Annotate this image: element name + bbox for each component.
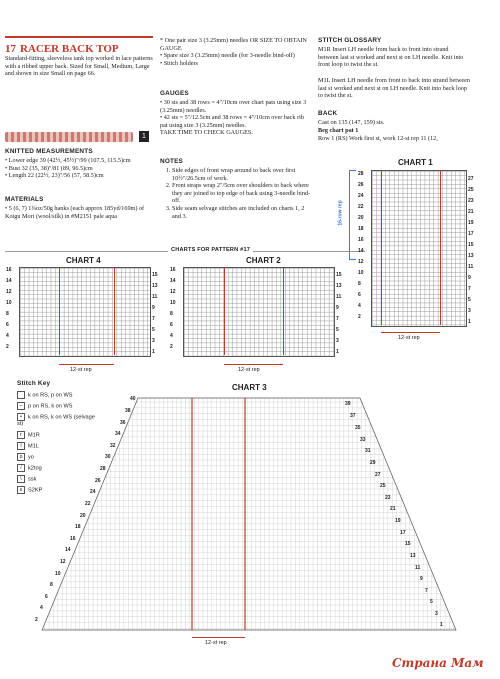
- row-number: 10: [55, 571, 61, 577]
- row-number: 3: [336, 338, 339, 344]
- pattern-name: RACER BACK TOP: [20, 43, 119, 55]
- key-symbol: ∧: [17, 486, 25, 494]
- chart1-rep-bracket: [381, 332, 440, 333]
- photo-strip: [5, 130, 153, 144]
- row-number: 14: [170, 278, 176, 284]
- site-watermark: Страна Мам: [392, 656, 484, 670]
- row-number: 16: [70, 536, 76, 542]
- row-number: 23: [385, 495, 391, 501]
- list-item: 1. Side edges of front wrap around to back over first 10½"/26.5cm of work.: [172, 167, 312, 182]
- row-number: 4: [6, 333, 9, 339]
- key-label: M1L: [28, 443, 39, 450]
- row-number: 6: [45, 594, 48, 600]
- key-symbol: o: [17, 453, 25, 461]
- chart3-rep-label: 12-st rep: [205, 640, 227, 646]
- title-bar: [5, 36, 153, 38]
- row-number: 6: [6, 322, 9, 328]
- row-number: 11: [468, 264, 474, 270]
- row-number: 13: [468, 253, 474, 259]
- list-item: 2. Front straps wrap 2"/5cm over shoulders to back where they are joined to top edge of back using 3-needle bind-off.: [172, 182, 312, 205]
- back-cast-on: Cast on 135 (147, 159) sts.: [318, 119, 385, 126]
- row-number: 19: [395, 518, 401, 524]
- row-number: 38: [125, 408, 131, 414]
- chart4-rep-line-right: [114, 267, 115, 355]
- decorative-cable-image: [5, 132, 133, 142]
- row-number: 18: [75, 524, 81, 530]
- row-number: 35: [355, 425, 361, 431]
- row-number: 3: [152, 338, 155, 344]
- row-number: 10: [358, 270, 364, 276]
- row-number: 12: [6, 289, 12, 295]
- chart4-title: CHART 4: [66, 256, 101, 265]
- key-label: yo: [28, 454, 34, 461]
- key-label: k on RS, k on WS (selvage st): [17, 414, 95, 427]
- row-number: 1: [152, 349, 155, 355]
- key-label: S2KP: [28, 487, 43, 494]
- list-item: 3. Side seam selvage stitches are included on charts 1, 2 and 3.: [172, 205, 312, 220]
- key-label: k on RS, p on WS: [28, 392, 73, 399]
- list-item: • Bust 32 (35, 38)"/81 (89, 96.5)cm: [5, 164, 93, 172]
- row-number: 27: [375, 472, 381, 478]
- chart1-rep-label: 12-st rep: [398, 335, 420, 341]
- gauges-heading: GAUGES: [160, 90, 189, 97]
- list-item: • 5 (6, 7) 1¾oz/50g hanks (each approx 185yd/169m) of Koigu Mori (wool/silk) in #M2151 pale aqua: [5, 205, 145, 220]
- pattern-number: 17: [5, 43, 16, 55]
- row-number: 8: [6, 311, 9, 317]
- row-number: 36: [120, 420, 126, 426]
- chart1-row-numbers-right: [468, 176, 482, 330]
- row-number: 6: [358, 292, 361, 298]
- row-number: 21: [468, 209, 474, 215]
- list-item: * One pair size 3 (3.25mm) needles OR SIZE TO OBTAIN GAUGE: [160, 37, 307, 52]
- row-number: 25: [468, 187, 474, 193]
- row-number: 15: [468, 242, 474, 248]
- pattern-intro: Standard-fitting, sleeveless tank top worked in lace patterns with a ribbed upper back. Sized for Small, Medium, Large and shown in size Small on page 66.: [5, 55, 153, 78]
- key-label: M1R: [28, 432, 40, 439]
- row-number: 12: [358, 259, 364, 265]
- measurements-list: [5, 157, 153, 180]
- row-number: 9: [468, 275, 471, 281]
- row-number: 28: [358, 171, 364, 177]
- row-number: 3: [468, 308, 471, 314]
- key-symbol: \: [17, 475, 25, 483]
- row-number: 7: [152, 316, 155, 322]
- chart4-grid: [19, 267, 151, 357]
- row-number: 8: [170, 311, 173, 317]
- row-number: 7: [336, 316, 339, 322]
- row-number: 31: [365, 448, 371, 454]
- chart2-rep-bracket: [224, 364, 283, 365]
- key-symbol: r: [17, 431, 25, 439]
- needles-list: [160, 37, 310, 67]
- back-heading: BACK: [318, 110, 338, 117]
- materials-heading: MATERIALS: [5, 196, 44, 203]
- row-number: 26: [358, 182, 364, 188]
- key-label: p on RS, k on WS: [28, 403, 73, 410]
- row-number: 16: [170, 267, 176, 273]
- row-number: 1: [468, 319, 471, 325]
- chart4-rep-line-left: [59, 267, 60, 355]
- row-number: 5: [336, 327, 339, 333]
- row-number: 4: [170, 333, 173, 339]
- chart2-rep-line-right: [283, 267, 284, 355]
- row-number: 20: [80, 513, 86, 519]
- notes-list: [160, 167, 312, 220]
- chart1-grid: [371, 170, 467, 327]
- stitch-key-heading: Stitch Key: [17, 380, 51, 387]
- list-item: • Spare size 3 (3.25mm) needle (for 3-needle bind-off): [160, 52, 295, 60]
- chart1-side-label: 16-row rep: [337, 200, 344, 226]
- list-item: • Length 22 (22½, 23)"/56 (57, 58.5)cm: [5, 172, 104, 180]
- row-number: 37: [350, 413, 356, 419]
- notes-heading: NOTES: [160, 158, 184, 165]
- row-number: 8: [358, 281, 361, 287]
- chart3-title: CHART 3: [232, 383, 267, 392]
- chart2-grid: [183, 267, 335, 357]
- row-number: 11: [152, 294, 158, 300]
- row-number: 4: [358, 303, 361, 309]
- row-number: 5: [152, 327, 155, 333]
- row-number: 1: [440, 622, 443, 628]
- row-number: 15: [405, 541, 411, 547]
- row-number: 18: [358, 226, 364, 232]
- row-number: 16: [358, 237, 364, 243]
- row-number: 7: [425, 588, 428, 594]
- row-number: 2: [170, 344, 173, 350]
- chart1-row-numbers-left: [358, 171, 370, 325]
- chart3-rep-bracket: [192, 637, 245, 638]
- row-number: 32: [110, 443, 116, 449]
- row-number: 2: [35, 617, 38, 623]
- key-symbol: –: [17, 402, 25, 410]
- key-label: k2tog: [28, 465, 42, 472]
- chart3-row-numbers-left: [0, 396, 150, 636]
- chart2-rep-line-left: [224, 267, 225, 355]
- row-number: 24: [358, 193, 364, 199]
- materials-list: [5, 205, 153, 220]
- key-label: ssk: [28, 476, 37, 483]
- chart4-rep-bracket: [59, 364, 114, 365]
- list-item: • 42 sts = 5"/12.5cm and 38 rows = 4"/10cm over back rib pat using size 3 (3.25mm) needles.: [160, 114, 304, 129]
- chart1-side-bracket: [349, 170, 356, 260]
- row-number: 17: [400, 530, 406, 536]
- list-item: • Lower edge 39 (42½, 45½)"/99 (107.5, 115.5)cm: [5, 157, 131, 164]
- chart2-rep-label: 12-st rep: [238, 367, 260, 373]
- row-number: 12: [60, 559, 66, 565]
- key-symbol: /: [17, 464, 25, 472]
- row-number: 17: [468, 231, 474, 237]
- chart4-row-numbers-left: [6, 267, 18, 355]
- row-number: 9: [420, 576, 423, 582]
- row-number: 10: [170, 300, 176, 306]
- row-number: 7: [468, 286, 471, 292]
- chart3-row-numbers-right: [340, 396, 500, 636]
- row-number: 14: [65, 547, 71, 553]
- row-number: 4: [40, 605, 43, 611]
- row-number: 12: [170, 289, 176, 295]
- row-number: 13: [152, 283, 158, 289]
- chart1-title: CHART 1: [398, 158, 433, 167]
- list-item: • 30 sts and 38 rows = 4"/10cm over chart pats using size 3 (3.25mm) needles.: [160, 99, 307, 114]
- list-item: TAKE TIME TO CHECK GAUGES.: [160, 129, 253, 137]
- row-number: 28: [100, 466, 106, 472]
- row-number: 5: [468, 297, 471, 303]
- key-symbol: •: [17, 413, 25, 421]
- row-number: 27: [468, 176, 474, 182]
- row-number: 20: [358, 215, 364, 221]
- chart2-row-numbers-right: [336, 272, 348, 360]
- glossary-m1r: M1R Insert LH needle from back to front into strand between last st worked and next st on LH needle. Knit into front loop to twist the st.: [318, 46, 464, 69]
- row-number: 11: [336, 294, 342, 300]
- row-number: 40: [130, 396, 136, 402]
- row-number: 10: [6, 300, 12, 306]
- row-number: 14: [358, 248, 364, 254]
- glossary-heading: STITCH GLOSSARY: [318, 37, 382, 44]
- row-number: 15: [152, 272, 158, 278]
- row-number: 34: [115, 431, 121, 437]
- chart4-row-numbers-right: [152, 272, 164, 360]
- row-number: 2: [6, 344, 9, 350]
- measurements-heading: KNITTED MEASUREMENTS: [5, 148, 93, 155]
- charts-heading: CHARTS FOR PATTERN #17: [168, 247, 253, 253]
- key-symbol: l: [17, 442, 25, 450]
- chart2-row-numbers-left: [170, 267, 182, 355]
- row-number: 23: [468, 198, 474, 204]
- chart2-title: CHART 2: [246, 256, 281, 265]
- row-number: 21: [390, 506, 396, 512]
- chart1-rep-line-left: [381, 170, 382, 325]
- gauges-list: [160, 99, 310, 137]
- row-number: 1: [336, 349, 339, 355]
- back-beg: Beg chart pat 1: [318, 127, 359, 134]
- back-row1: Row 1 (RS) Work first st, work 12-st rep 11 (12,: [318, 135, 438, 142]
- row-number: 3: [435, 611, 438, 617]
- row-number: 26: [95, 478, 101, 484]
- row-number: 14: [6, 278, 12, 284]
- row-number: 19: [468, 220, 474, 226]
- row-number: 22: [358, 204, 364, 210]
- glossary-m1l: M1L Insert LH needle from front to back into strand between last st worked and next st on LH needle. Knit into back loop to twist the st.: [318, 77, 471, 100]
- row-number: 13: [410, 553, 416, 559]
- row-number: 6: [170, 322, 173, 328]
- row-number: 8: [50, 582, 53, 588]
- list-item: • Stitch holders: [160, 59, 198, 67]
- row-number: 2: [358, 314, 361, 320]
- row-number: 5: [430, 599, 433, 605]
- row-number: 22: [85, 501, 91, 507]
- row-number: 33: [360, 437, 366, 443]
- row-number: 13: [336, 283, 342, 289]
- row-number: 39: [345, 401, 351, 407]
- row-number: 25: [380, 483, 386, 489]
- row-number: 11: [415, 565, 421, 571]
- row-number: 16: [6, 267, 12, 273]
- row-number: 24: [90, 489, 96, 495]
- level-badge: 1: [139, 131, 149, 142]
- row-number: 30: [105, 454, 111, 460]
- row-number: 9: [336, 305, 339, 311]
- row-number: 29: [370, 460, 376, 466]
- chart1-rep-line-right: [440, 170, 441, 325]
- row-number: 9: [152, 305, 155, 311]
- chart4-rep-label: 12-st rep: [70, 367, 92, 373]
- row-number: 15: [336, 272, 342, 278]
